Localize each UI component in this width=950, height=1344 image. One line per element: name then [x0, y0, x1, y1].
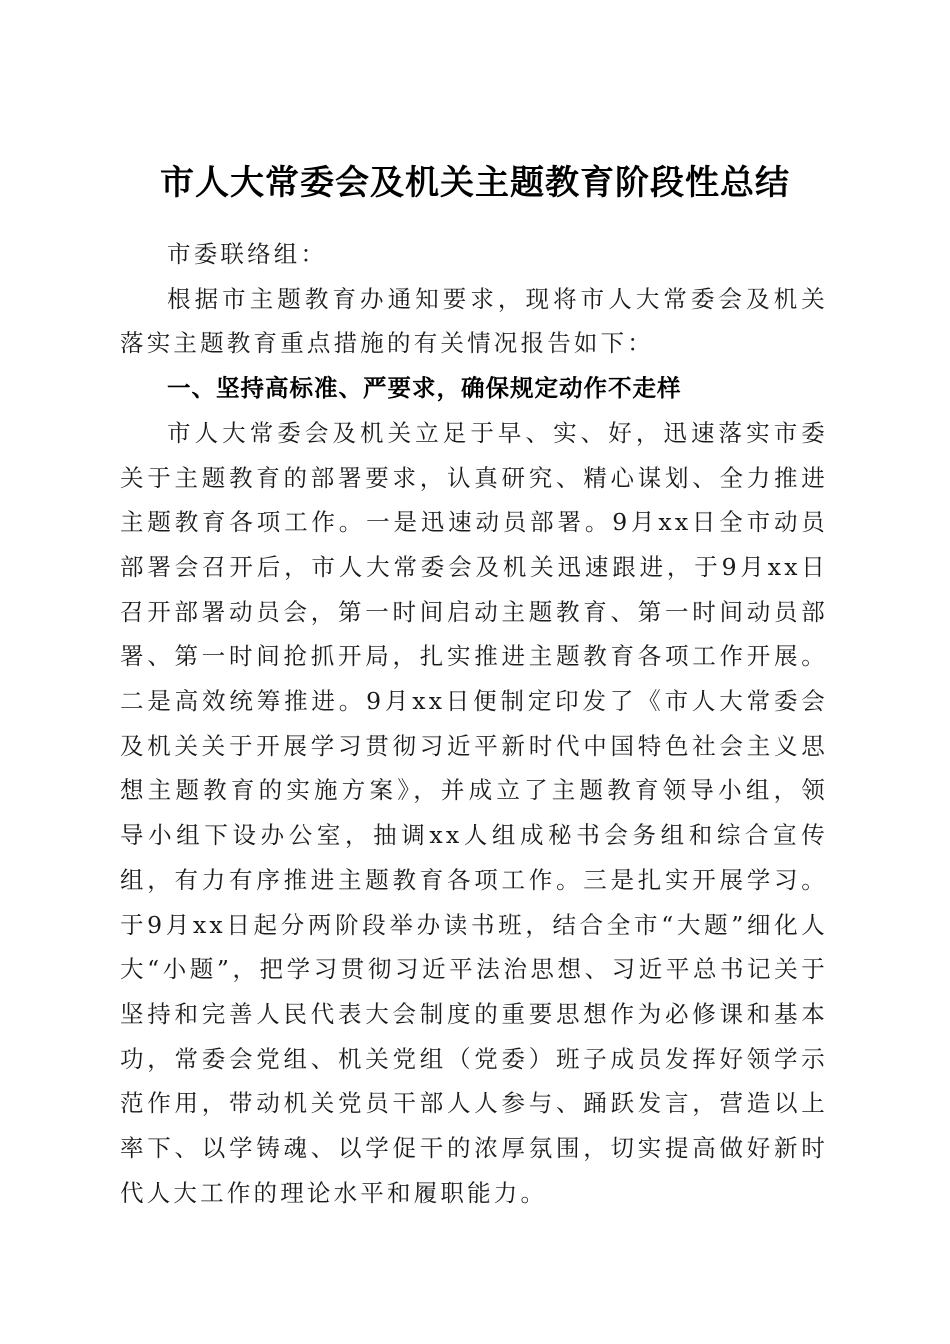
section-paragraph-1: 市人大常委会及机关立足于早、实、好，迅速落实市委关于主题教育的部署要求，认真研究、精心谋划、全力推进主题教育各项工作。一是迅速动员部署。9月xx日全市动员部署会召开后，市人大常委会及机关迅速跟进，于9月xx日召开部署动员会，第一时间启动主题教育、第一时间动员部署、第一时间抢抓开局，扎实推进主题教育各项工作开展。二是高效统筹推进。9月xx日便制定印发了《市人大常委会及机关关于开展学习贯彻习近平新时代中国特色社会主义思想主题教育的实施方案》，并成立了主题教育领导小组，领导小组下设办公室，抽调xx人组成秘书会务组和综合宣传组，有力有序推进主题教育各项工作。三是扎实开展学习。于9月xx日起分两阶段举办读书班，结合全市“大题”细化人大“小题”，把学习贯彻习近平法治思想、习近平总书记关于坚持和完善人民代表大会制度的重要思想作为必修课和基本功，常委会党组、机关党组（党委）班子成员发挥好领学示范作用，带动机关党员干部人人参与、踊跃发言，营造以上率下、以学铸魂、以学促干的浓厚氛围，切实提高做好新时代人大工作的理论水平和履职能力。	[120, 418, 828, 1207]
salutation: 市委联络组：	[167, 240, 328, 268]
section-heading-1: 一、坚持高标准、严要求，确保规定动作不走样	[167, 374, 682, 403]
intro-paragraph: 根据市主题教育办通知要求，现将市人大常委会及机关落实主题教育重点措施的有关情况报告如下：	[120, 284, 828, 358]
document-body	[120, 232, 828, 1215]
document-title: 市人大常委会及机关主题教育阶段性总结	[160, 162, 790, 203]
